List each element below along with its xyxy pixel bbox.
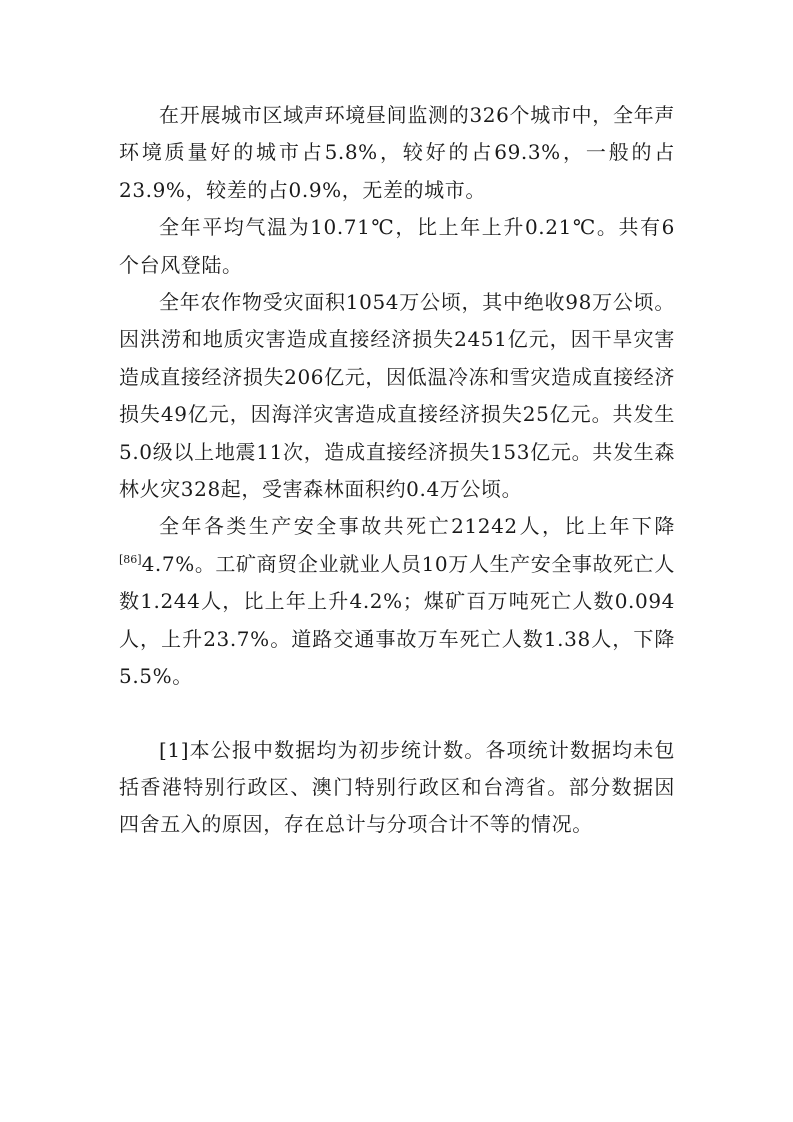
safety-accident-paragraph [119, 508, 675, 695]
disaster-paragraph: 全年农作物受灾面积1054万公顷，其中绝收98万公顷。因洪涝和地质灾害造成直接经济损失2451亿元，因干旱灾害造成直接经济损失206亿元，因低温冷冻和雪灾造成直接经济损失49亿元，因海洋灾害造成直接经济损失25亿元。共发生5.0级以上地震11次，造成直接经济损失153亿元。共发生森林火灾328起，受害森林面积约0.4万公顷。 [119, 290, 675, 502]
noise-monitoring-paragraph: 在开展城市区域声环境昼间监测的326个城市中，全年声环境质量好的城市占5.8%，较好的占69.3%，一般的占23.9%，较差的占0.9%，无差的城市。 [119, 103, 675, 202]
footnote-paragraph: [1]本公报中数据均为初步统计数。各项统计数据均未包括香港特别行政区、澳门特别行政区和台湾省。部分数据因四舍五入的原因，存在总计与分项合计不等的情况。 [119, 737, 675, 837]
temperature-paragraph: 全年平均气温为10.71℃，比上年上升0.21℃。共有6个台风登陆。 [119, 215, 675, 277]
text-column [119, 97, 675, 844]
safety-text-before-ref: 全年各类生产安全事故共死亡21242人，比上年下降 [159, 514, 675, 539]
footnote-reference: [86] [119, 552, 142, 566]
safety-text-after-ref: 4.7%。工矿商贸企业就业人员10万人生产安全事故死亡人数1.244人，比上年上升4.2%；煤矿百万吨死亡人数0.094人，上升23.7%。道路交通事故万车死亡人数1.38人，下降5.5%。 [119, 551, 675, 689]
